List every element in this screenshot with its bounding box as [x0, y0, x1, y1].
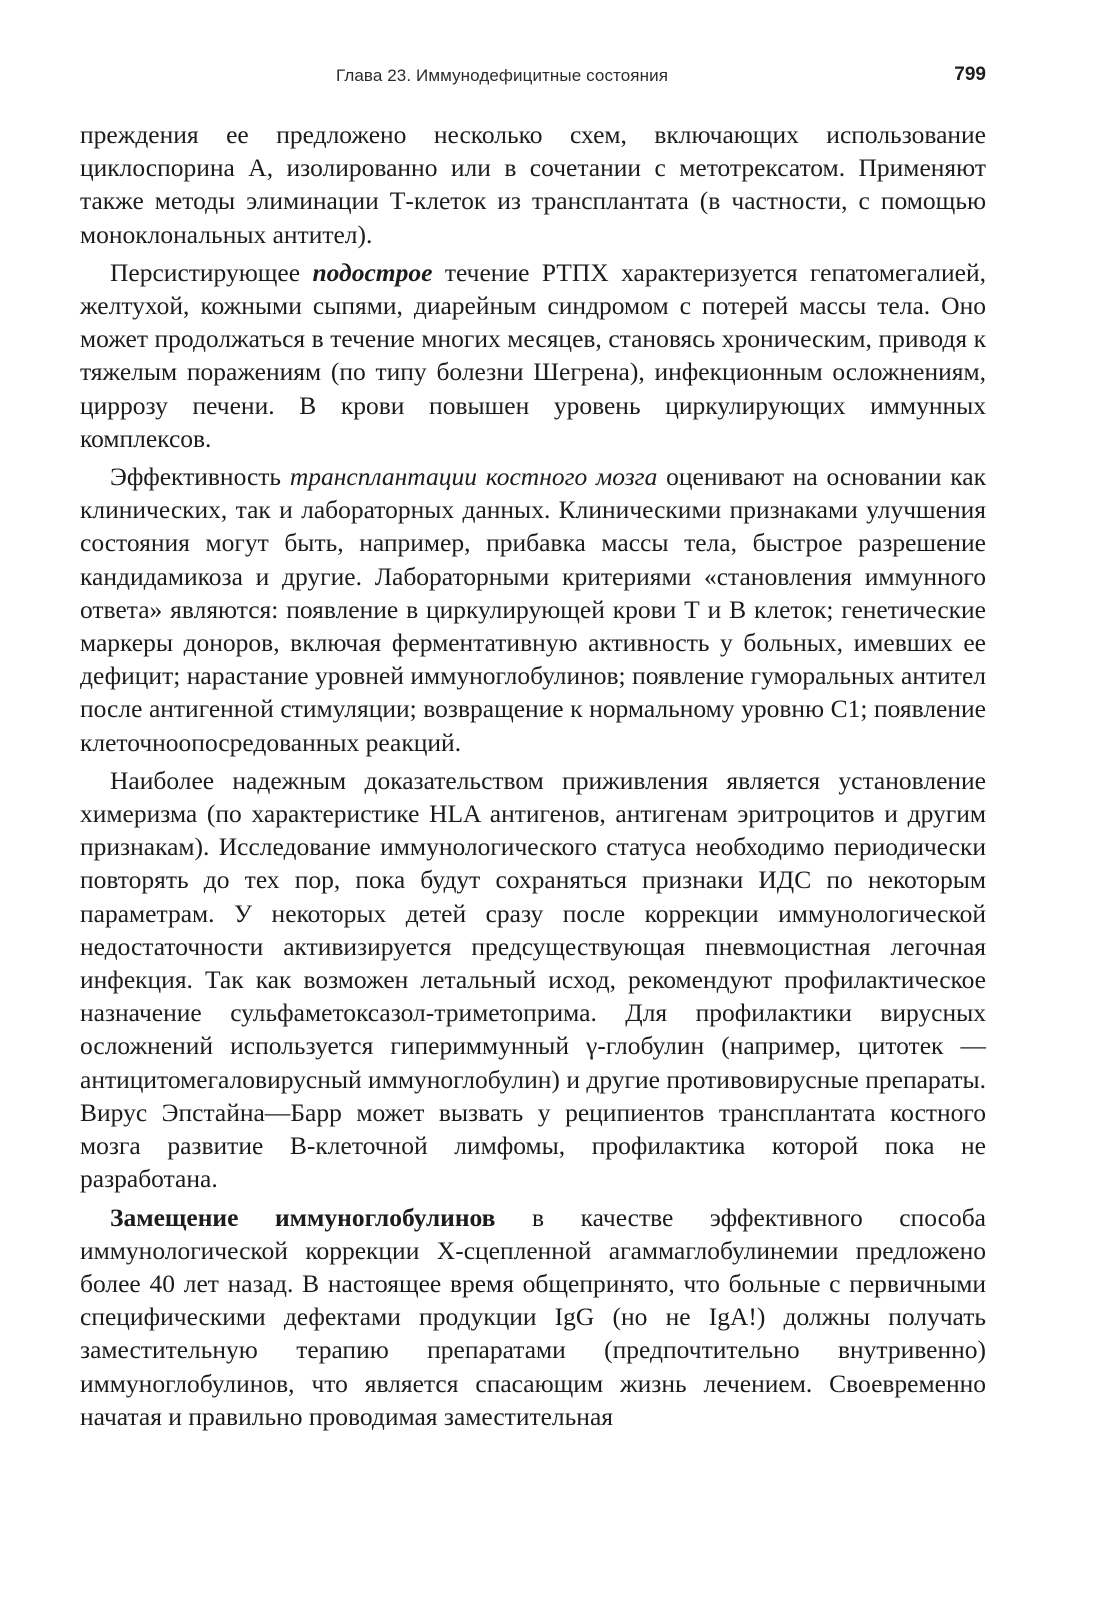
paragraph-5-term: Замещение иммуноглобулинов [110, 1202, 496, 1232]
paragraph-5 [80, 1201, 986, 1433]
paragraph-5-rest: в качестве эффективного способа иммунологической коррекции Х-сцепленной агаммаглобулинемии предложено более 40 лет назад. В настоящее время общепринято, что больные с первичными специфическими дефектами продукции IgG (но не IgA!) должны получать заместительную терапию препаратами (предпочтительно внутривенно) иммуноглобулинов, что является спасающим жизнь лечением. Своевременно начатая и правильно проводимая заместительная [80, 1202, 986, 1431]
page-header [80, 62, 986, 92]
paragraph-4-text: Наиболее надежным доказательством приживления является установление химеризма (по характеристике HLA антигенов, антигенам эритроцитов и другим признакам). Исследование иммунологического статуса необходимо периодически повторять до тех пор, пока будут сохраняться признаки ИДС по некоторым параметрам. У некоторых детей сразу после коррекции иммунологической недостаточности активизируется предсуществующая пневмоцистная легочная инфекция. Так как возможен летальный исход, рекомендуют профилактическое назначение сульфаметоксазол-триметоприма. Для профилактики вирусных осложнений используется гипериммунный γ-глобулин (например, цитотек — антицитомегаловирусный иммуноглобулин) и другие противовирусные препараты. Вирус Эпстайна—Барр может вызвать у реципиентов трансплантата костного мозга развитие В-клеточной лимфомы, профилактика которой пока не разработана. [80, 765, 986, 1194]
paragraph-3 [80, 460, 986, 759]
paragraph-3-emphasis: трансплантации костного мозга [289, 462, 658, 492]
paragraph-2-rest: течение РТПХ характеризуется гепатомегалией, желтухой, кожными сыпями, диарейным синдромом с потерей массы тела. Оно может продолжаться в течение многих месяцев, становясь хроническим, приводя к тяжелым поражениям (по типу болезни Шегрена), инфекционным осложнениям, циррозу печени. В крови повышен уровень циркулирующих иммунных комплексов. [80, 257, 986, 453]
paragraph-3-lead: Эффективность [110, 462, 290, 492]
paragraph-2-emphasis: подострое [312, 257, 433, 287]
paragraph-1-text: преждения ее предложено несколько схем, включающих использование циклоспорина А, изолированно или в сочетании с метотрексатом. Применяют также методы элиминации Т-клеток из трансплантата (в частности, с помощью моноклональных антител). [80, 120, 986, 249]
paragraph-1 [80, 118, 986, 251]
paragraph-2 [80, 256, 986, 455]
page-number: 799 [954, 64, 986, 85]
running-head: Глава 23. Иммунодефицитные состояния [336, 66, 669, 85]
paragraph-2-lead: Персистирующее [110, 257, 313, 287]
paragraph-4 [80, 764, 986, 1196]
paragraph-3-rest: оценивают на основании как клинических, так и лабораторных данных. Клиническими признаками улучшения состояния могут быть, например, прибавка массы тела, быстрое разрешение кандидамикоза и другие. Лабораторными критериями «становления иммунного ответа» являются: появление в циркулирующей крови Т и В клеток; генетические маркеры доноров, включая ферментативную активность у больных, имевших ее дефицит; нарастание уровней иммуноглобулинов; появление гуморальных антител после антигенной стимуляции; возвращение к нормальному уровню С1; появление клеточноопосредованных реакций. [80, 462, 986, 757]
body-text [80, 118, 986, 1438]
